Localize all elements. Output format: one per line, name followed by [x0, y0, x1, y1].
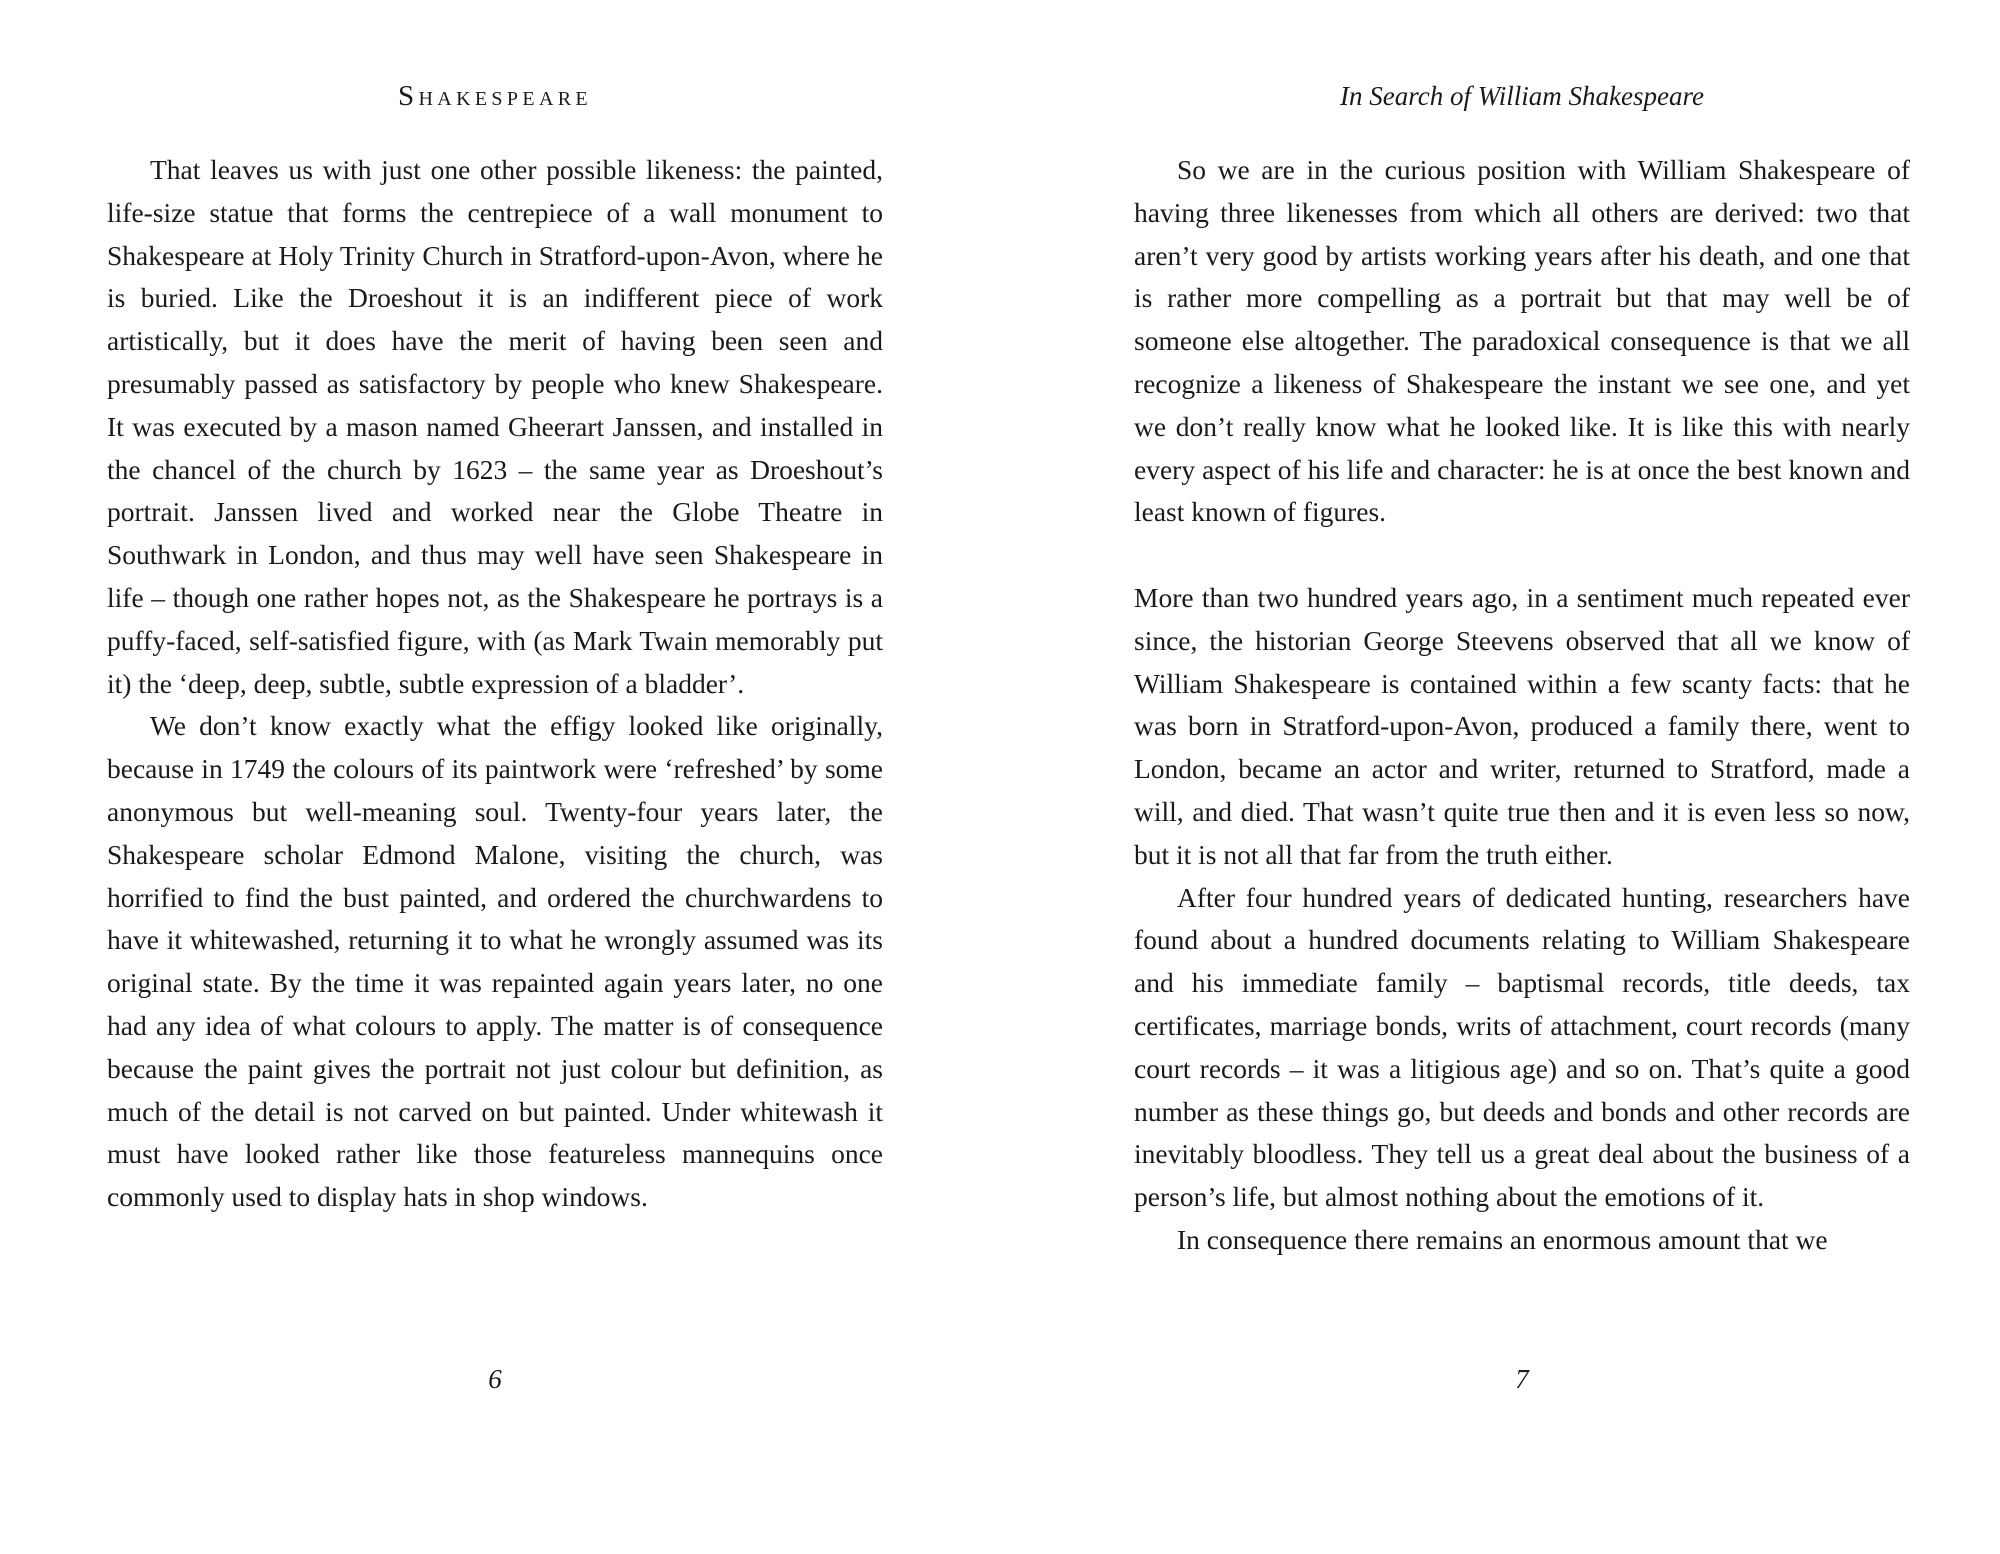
paragraph: That leaves us with just one other possible likeness: the painted, life-size statue that forms the centrepiece of a wall monument to Shakespeare at Holy Trinity Church in Stratford-upon-Avon, where he is buried. Like the Droeshout it is an indifferent piece of work artistically, but it does have the merit of having been seen and presumably passed as satisfactory by people who knew Shakespeare. It was executed by a mason named Gheerart Janssen, and installed in the chancel of the church by 1623 – the same year as Droeshout’s portrait. Janssen lived and worked near the Globe Theatre in Southwark in London, and thus may well have seen Shakespeare in life – though one rather hopes not, as the Shakespeare he portrays is a puffy-faced, self-satisfied figure, with (as Mark Twain memorably put it) the ‘deep, deep, subtle, subtle expression of a bladder’. [107, 154, 883, 699]
running-head-right: In Search of William Shakespeare [1340, 81, 1704, 111]
paragraph: So we are in the curious position with William Shakespeare of having three likenesses from which all others are derived: two that aren’t very good by artists working years after his death, and one that is rather more compelling as a portrait but that may well be of someone else altogether. The paradoxical consequence is that we all recognize a likeness of Shakespeare the instant we see one, and yet we don’t really know what he looked like. It is like this with nearly every aspect of his life and character: he is at once the best known and least known of figures. [1134, 154, 1910, 528]
left-page [107, 0, 883, 1554]
paragraph: In consequence there remains an enormous amount that we [1177, 1223, 1828, 1255]
page-number-left: 6 [488, 1364, 502, 1394]
paragraph: After four hundred years of dedicated hunting, researchers have found about a hundred documents relating to William Shakespeare and his immediate family – baptismal records, title deeds, tax certificates, marriage bonds, writs of attachment, court records (many court records – it was a litigious age) and so on. That’s quite a good number as these things go, but deeds and bonds and other records are inevitably bloodless. They tell us a great deal about the business of a person’s life, but almost nothing about the emotions of it. [1134, 881, 1910, 1213]
running-head-left: Shakespeare [398, 80, 592, 112]
paragraph: We don’t know exactly what the effigy looked like originally, because in 1749 the colours of its paintwork were ‘refreshed’ by some anonymous but well-meaning soul. Twenty-four years later, the Shakespeare scholar Edmond Malone, visiting the church, was horrified to find the bust painted, and ordered the churchwardens to have it whitewashed, returning it to what he wrongly assumed was its original state. By the time it was repainted again years later, no one had any idea of what colours to apply. The matter is of consequence because the paint gives the portrait not just colour but definition, as much of the detail is not carved on but painted. Under whitewash it must have looked rather like those featureless mannequins once commonly used to display hats in shop windows. [107, 710, 883, 1213]
right-page [1134, 0, 1910, 1554]
page-number-right: 7 [1515, 1364, 1529, 1394]
paragraph: More than two hundred years ago, in a sentiment much repeated ever since, the historian George Steevens observed that all we know of William Shakespeare is contained within a few scanty facts: that he was born in Stratford-upon-Avon, produced a family there, went to London, became an actor and writer, returned to Stratford, made a will, and died. That wasn’t quite true then and it is even less so now, but it is not all that far from the truth either. [1134, 581, 1910, 870]
right-page-body [1134, 149, 1910, 1262]
left-page-body [107, 149, 883, 1219]
